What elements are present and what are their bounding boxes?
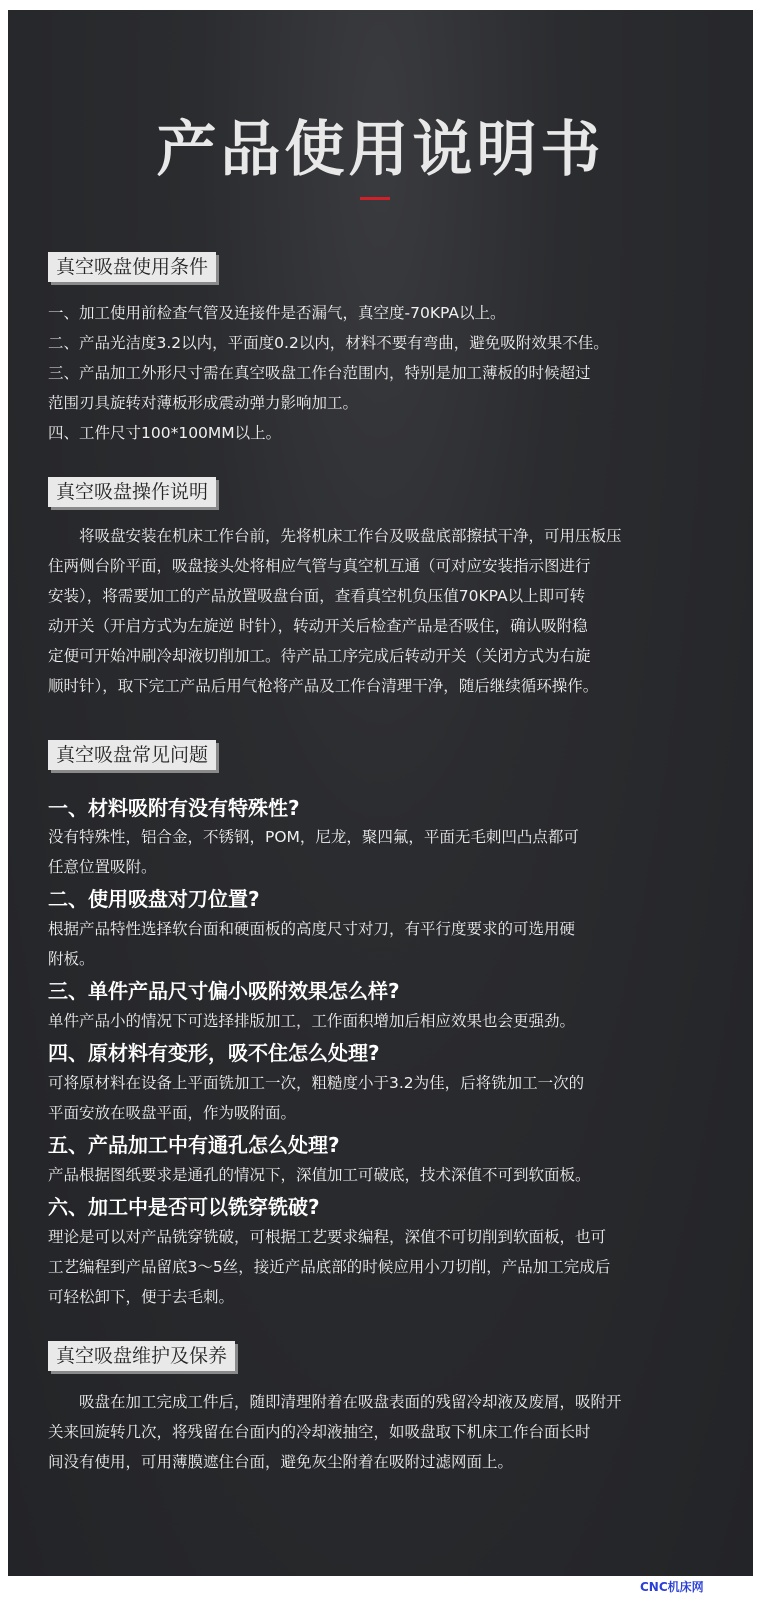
faq-question: 一、材料吸附有没有特殊性? (48, 796, 300, 820)
manual-page (8, 10, 753, 1576)
faq-question: 二、使用吸盘对刀位置? (48, 887, 260, 911)
conditions-line: 范围刃具旋转对薄板形成震动弹力影响加工。 (48, 394, 359, 412)
faq-question: 三、单件产品尺寸偏小吸附效果怎么样? (48, 979, 400, 1003)
faq-answer-line: 附板。 (48, 950, 95, 968)
maintenance-line: 关来回旋转几次，将残留在台面内的冷却液抽空，如吸盘取下机床工作台面长时 (48, 1423, 591, 1441)
site-watermark: CNC机床网 (640, 1580, 704, 1594)
section-heading-faq: 真空吸盘常见问题 (48, 740, 216, 770)
title-underline (360, 197, 390, 200)
conditions-line: 二、产品光洁度3.2以内，平面度0.2以内，材料不要有弯曲，避免吸附效果不佳。 (48, 334, 609, 352)
operation-line: 将吸盘安装在机床工作台前，先将机床工作台及吸盘底部擦拭干净，可用压板压 (48, 527, 622, 545)
faq-answer-line: 单件产品小的情况下可选择排版加工，工作面积增加后相应效果也会更强劲。 (48, 1012, 576, 1030)
operation-line: 住两侧台阶平面，吸盘接头处将相应气管与真空机互通（可对应安装指示图进行 (48, 557, 591, 575)
faq-question: 五、产品加工中有通孔怎么处理? (48, 1133, 340, 1157)
faq-question: 六、加工中是否可以铣穿铣破? (48, 1195, 320, 1219)
operation-line: 安装），将需要加工的产品放置吸盘台面，查看真空机负压值70KPA以上即可转 (48, 587, 586, 605)
faq-answer-line: 可将原材料在设备上平面铣加工一次，粗糙度小于3.2为佳，后将铣加工一次的 (48, 1074, 585, 1092)
faq-answer-line: 没有特殊性，铝合金，不锈钢，POM，尼龙，聚四氟，平面无毛刺凹凸点都可 (48, 828, 579, 846)
faq-answer-line: 工艺编程到产品留底3～5丝，接近产品底部的时候应用小刀切削，产品加工完成后 (48, 1258, 611, 1276)
operation-line: 动开关（开启方式为左旋逆 时针），转动开关后检查产品是否吸住，确认吸附稳 (48, 617, 588, 635)
conditions-line: 三、产品加工外形尺寸需在真空吸盘工作台范围内，特别是加工薄板的时候超过 (48, 364, 591, 382)
conditions-line: 一、加工使用前检查气管及连接件是否漏气，真空度-70KPA以上。 (48, 304, 506, 322)
section-heading-operation: 真空吸盘操作说明 (48, 477, 216, 507)
faq-question: 四、原材料有变形，吸不住怎么处理? (48, 1041, 380, 1065)
conditions-line: 四、工件尺寸100*100MM以上。 (48, 424, 282, 442)
maintenance-line: 吸盘在加工完成工件后，随即清理附着在吸盘表面的残留冷却液及废屑，吸附开 (48, 1393, 622, 1411)
faq-answer-line: 平面安放在吸盘平面，作为吸附面。 (48, 1104, 297, 1122)
faq-answer-line: 可轻松卸下，便于去毛刺。 (48, 1288, 235, 1306)
operation-line: 定便可开始冲刷冷却液切削加工。待产品工序完成后转动开关（关闭方式为右旋 (48, 647, 591, 665)
faq-answer-line: 产品根据图纸要求是通孔的情况下，深值加工可破底，技术深值不可到软面板。 (48, 1166, 591, 1184)
maintenance-line: 间没有使用，可用薄膜遮住台面，避免灰尘附着在吸附过滤网面上。 (48, 1453, 514, 1471)
section-heading-maintenance: 真空吸盘维护及保养 (48, 1341, 235, 1371)
faq-answer-line: 根据产品特性选择软台面和硬面板的高度尺寸对刀，有平行度要求的可选用硬 (48, 920, 576, 938)
section-heading-conditions: 真空吸盘使用条件 (48, 252, 216, 282)
faq-answer-line: 任意位置吸附。 (48, 858, 157, 876)
operation-line: 顺时针），取下完工产品后用气枪将产品及工作台清理干净，随后继续循环操作。 (48, 677, 599, 695)
page-title: 产品使用说明书 (156, 115, 605, 185)
faq-answer-line: 理论是可以对产品铣穿铣破，可根据工艺要求编程，深值不可切削到软面板，也可 (48, 1228, 607, 1246)
